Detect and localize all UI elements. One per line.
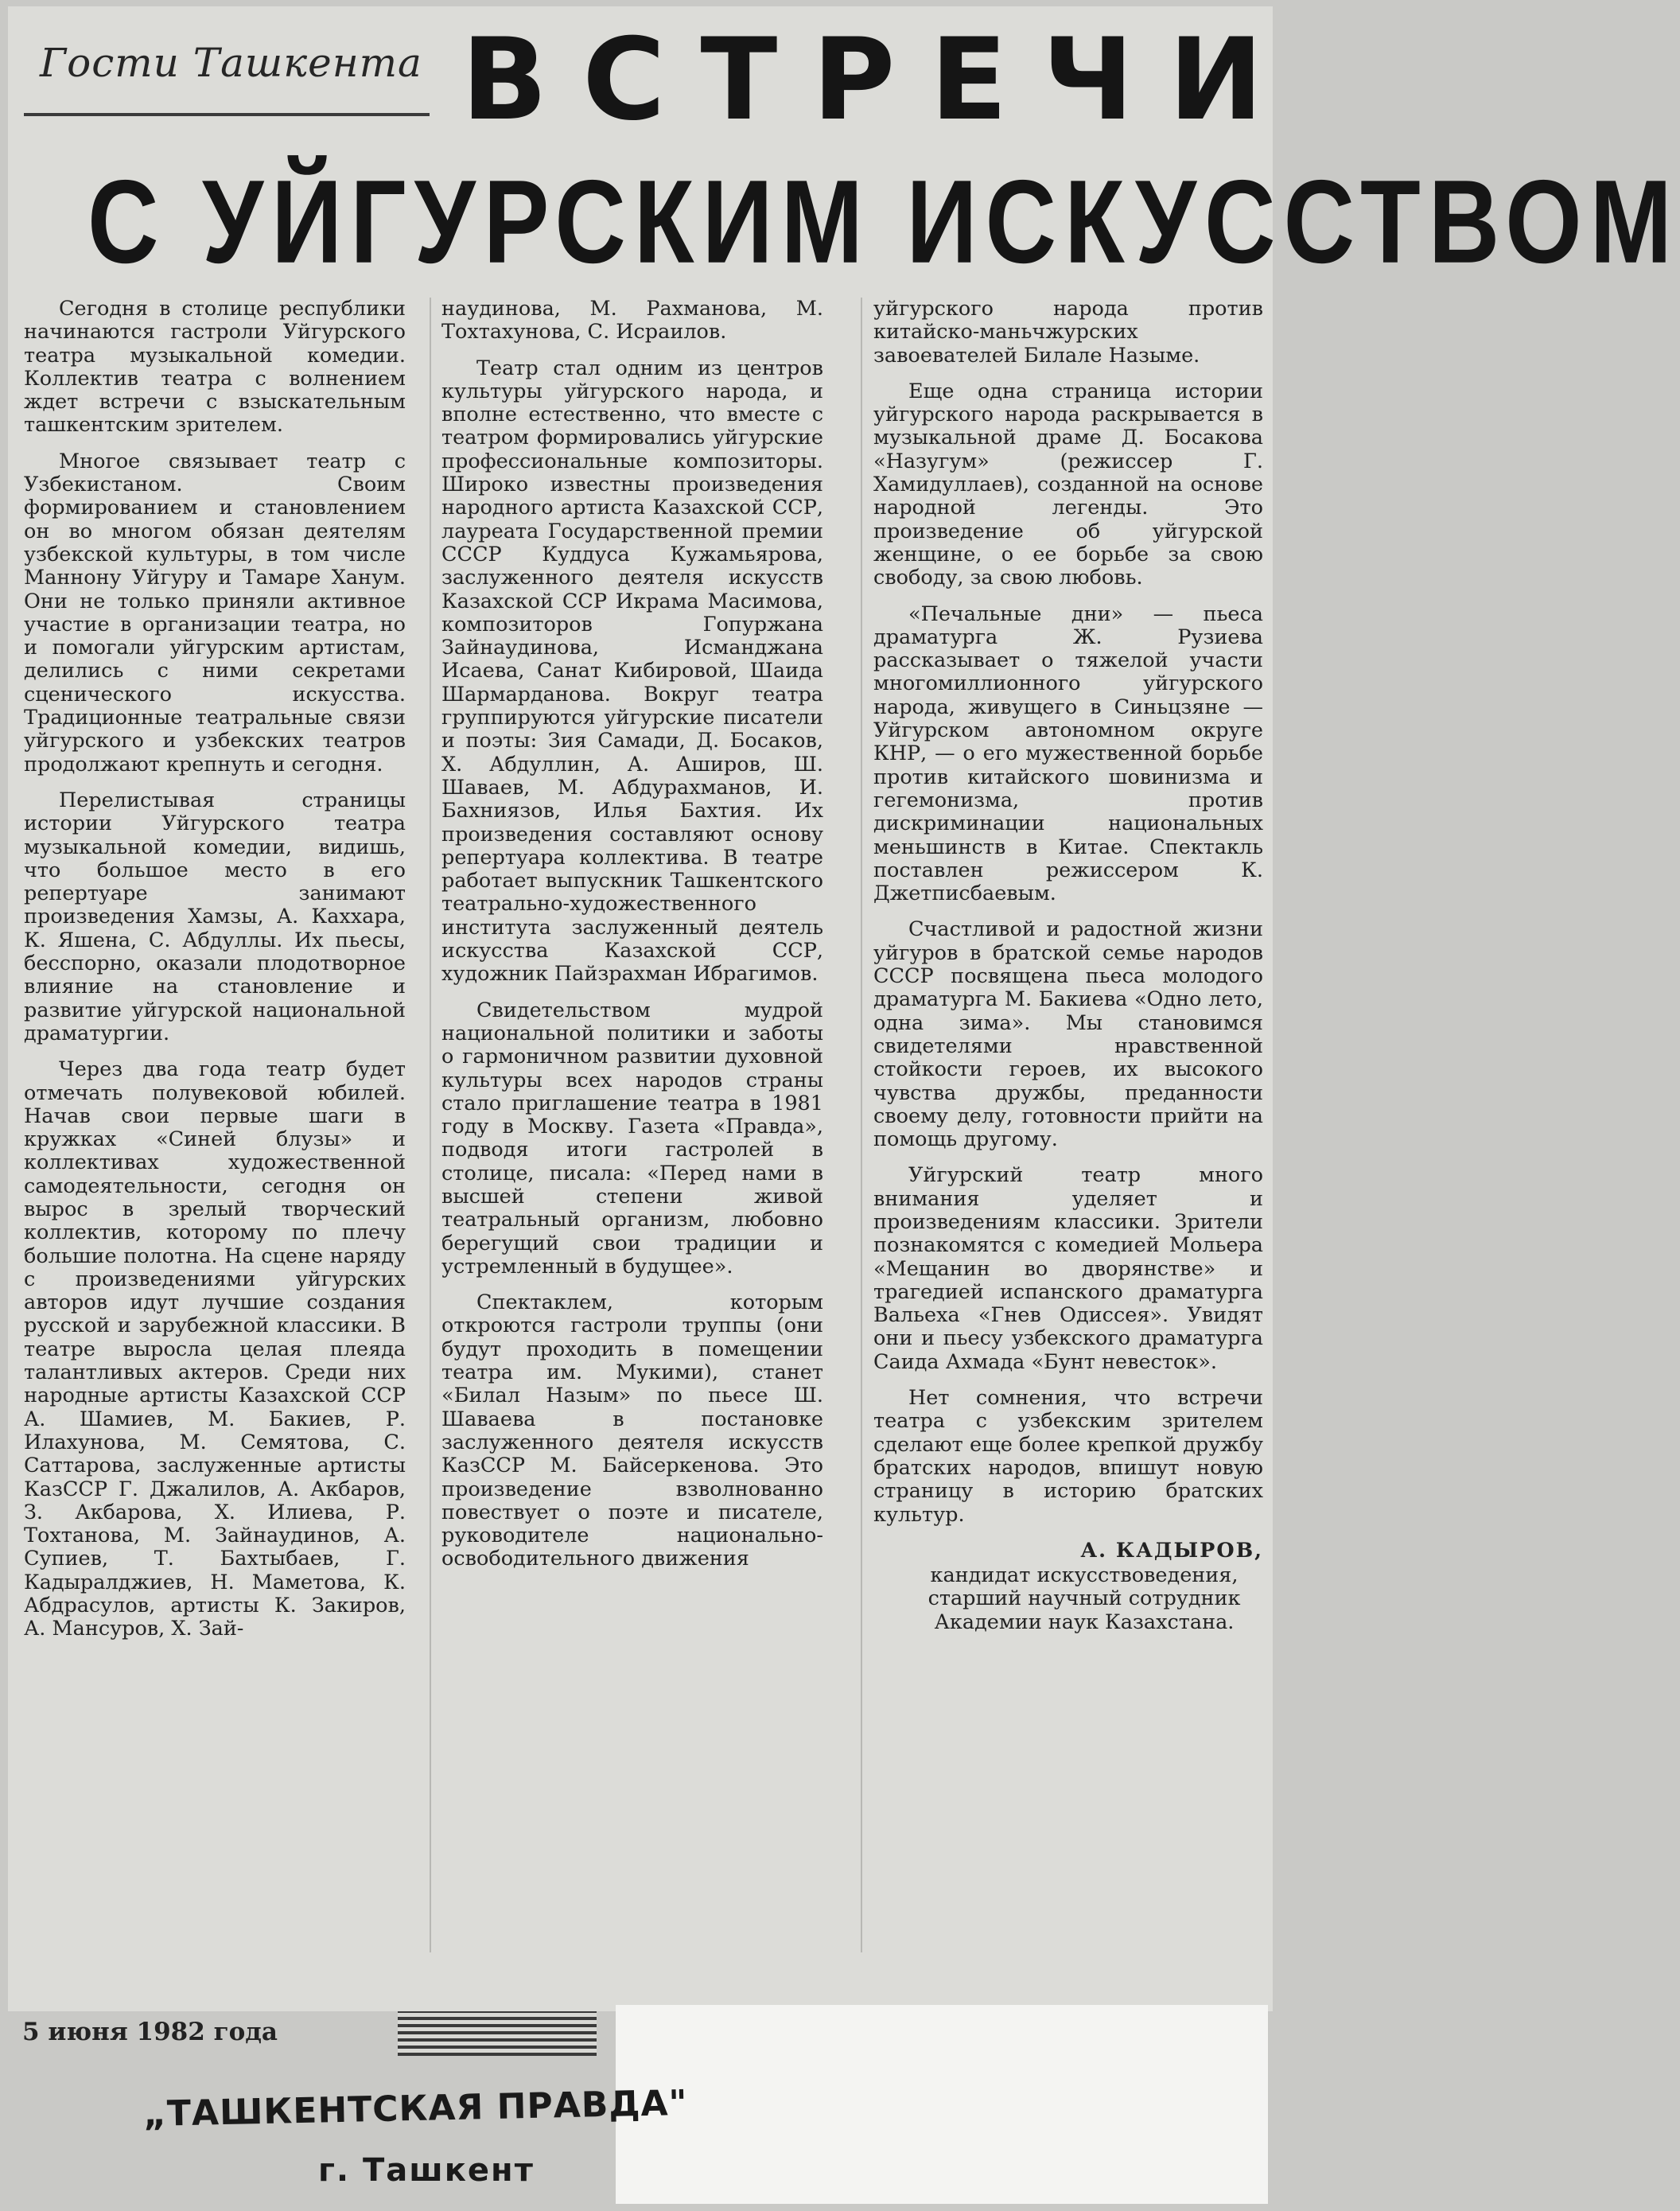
article-paragraph: Театр стал одним из центров культуры уйгурского народа, и вполне естественно, что вместе с театром формировались уйгурские профессиональные композиторы. Широко известны произведения народного артиста Казахской ССР, лауреата Государственной премии СССР Куддуса Кужамьярова, заслуженного деятеля искусств Казахской ССР Икрама Масимова, композиторов Гопуржана Зайнаудинова, Исманджана Исаева, Санат Кибировой, Шаида Шармарданова. Вокруг театра группируются уйгурские писатели и поэты: Зия Самади, Д. Босаков, Х. Абдуллин, А. Аширов, Ш. Шаваев, М. Абдурахманов, И. Бахниязов, Илья Бахтия. Их произведения составляют основу репертуара коллектива. В театре работает выпускник Ташкентского театрально-художественного института заслуженный деятель искусства Казахской ССР, художник Пайзрахман Ибрагимов. xyxy=(441,356,823,987)
rubric-rule xyxy=(24,113,430,116)
headline-line-1: ВСТРЕЧИ xyxy=(461,14,1298,146)
article-column-2 xyxy=(441,298,823,1584)
article-paragraph: Свидетельством мудрой национальной политики и заботы о гармоничном развитии духовной культуры всех народов страны стало приглашение театра в 1981 году в Москву. Газета «Правда», подводя итоги гастролей в столице, писала: «Перед нами в высшей степени живой театральный организм, любовно берегущий свои традиции и устремленный в будущее». xyxy=(441,998,823,1279)
article-paragraph: Нет сомнения, что встречи театра с узбекским зрителем сделают еще более крепкой дружбу братских народов, впишут новую страницу в историю братских культур. xyxy=(873,1386,1263,1527)
article-paragraph: Уйгурский театр много внимания уделяет и произведениям классики. Зрители познакомятся с комедией Мольера «Мещанин во дворянстве» и трагедией испанского драматурга Вальеха «Гнев Одиссея». Увидят они и пьесу узбекского драматурга Саида Ахмада «Бунт невесток». xyxy=(873,1163,1263,1374)
article-column-1 xyxy=(24,298,406,1654)
article-paragraph: Сегодня в столице республики начинаются гастроли Уйгурского театра музыкальной комедии. Коллектив театра с волнением ждет встречи с взыскательным ташкентским зрителем. xyxy=(24,297,406,438)
author-affiliation: кандидат искусствоведения, старший научный сотрудник Академии наук Казахстана. xyxy=(928,1563,1241,1634)
stamp-newspaper-name: „ТАШКЕНТСКАЯ ПРАВДА" xyxy=(142,2082,689,2135)
stamp-city: г. Ташкент xyxy=(318,2152,535,2189)
article-paragraph: Спектаклем, которым откроются гастроли труппы (они будут проходить в помещении театра им. Мукими), станет «Билал Назым» по пьесе Ш. Шаваева в постановке заслуженного деятеля искусств КазССР М. Байсеркенова. Это произведение взволнованно повествует о поэте и писателе, руководителе национально-освободительного движения xyxy=(441,1290,823,1571)
blank-label xyxy=(616,2005,1268,2204)
column-divider xyxy=(861,298,862,1952)
decorative-hatch-icon xyxy=(398,2011,597,2056)
headline-line-2: С УЙГУРСКИМ ИСКУССТВОМ xyxy=(88,156,1680,289)
rubric: Гости Ташкента xyxy=(40,40,422,86)
article-paragraph: уйгурского народа против китайско-маньчжурских завоевателей Билале Назыме. xyxy=(873,297,1263,368)
column-divider xyxy=(430,298,431,1952)
article-paragraph: Через два года театр будет отмечать полувековой юбилей. Начав свои первые шаги в кружках «Синей блузы» и коллективах художественной самодеятельности, сегодня он вырос в зрелый творческий коллектив, которому по плечу большие полотна. На сцене наряду с произведениями уйгурских авторов идут лучшие создания русской и зарубежной классики. В театре выросла целая плеяда талантливых актеров. Среди них народные артисты Казахской ССР А. Шамиев, М. Бакиев, Р. Илахунова, М. Семятова, С. Саттарова, заслуженные артисты КазССР Г. Джалилов, А. Акбаров, З. Акбарова, Х. Илиева, Р. Тохтанова, М. Зайнаудинов, А. Супиев, Т. Бахтыбаев, Г. Кадыралджиев, Н. Маметова, К. Абдрасулов, артисты К. Закиров, А. Мансуров, Х. Зай- xyxy=(24,1057,406,1641)
newspaper-stamp xyxy=(111,2073,689,2208)
article-paragraph: Перелистывая страницы истории Уйгурского театра музыкальной комедии, видишь, что большое место в его репертуаре занимают произведения Хамзы, А. Каххара, К. Яшена, С. Абдуллы. Их пьесы, бесспорно, оказали плодотворное влияние на становление и развитие уйгурской национальной драматургии. xyxy=(24,788,406,1045)
handwritten-date: 5 июня 1982 года xyxy=(22,2018,278,2046)
article-paragraph: Счастливой и радостной жизни уйгуров в братской семье народов СССР посвящена пьеса молодого драматурга М. Бакиева «Одно лето, одна зима». Мы становимся свидетелями нравственной стойкости героев, их высокого чувства дружбы, преданности своему делу, готовности прийти на помощь другому. xyxy=(873,917,1263,1152)
article-column-3 xyxy=(873,298,1263,1634)
article-paragraph: «Печальные дни» — пьеса драматурга Ж. Рузиева рассказывает о тяжелой участи многомиллионного уйгурского народа, живущего в Синьцзяне — Уйгурском автономном округе КНР, — о его мужественной борьбе против китайского шовинизма и гегемонизма, против дискриминации национальных меньшинств в Китае. Спектакль поставлен режиссером К. Джетписбаевым. xyxy=(873,601,1263,906)
article-paragraph: Многое связывает театр с Узбекистаном. Своим формированием и становлением он во многом обязан деятелям узбекской культуры, в том числе Маннону Уйгуру и Тамаре Ханум. Они не только приняли активное участие в организации театра, но и помогали уйгурским артистам, делились с ними секретами сценического искусства. Традиционные театральные связи уйгурского и узбекских театров продолжают крепнуть и сегодня. xyxy=(24,449,406,777)
article-paragraph: Еще одна страница истории уйгурского народа раскрывается в музыкальной драме Д. Босакова «Назугум» (режиссер Г. Хамидуллаев), созданной на основе народной легенды. Это произведение об уйгурской женщине, о ее борьбе за свою свободу, за свою любовь. xyxy=(873,379,1263,590)
author-name: А. КАДЫРОВ, xyxy=(1080,1538,1263,1563)
article-paragraph: наудинова, М. Рахманова, М. Тохтахунова, С. Исраилов. xyxy=(441,297,823,344)
